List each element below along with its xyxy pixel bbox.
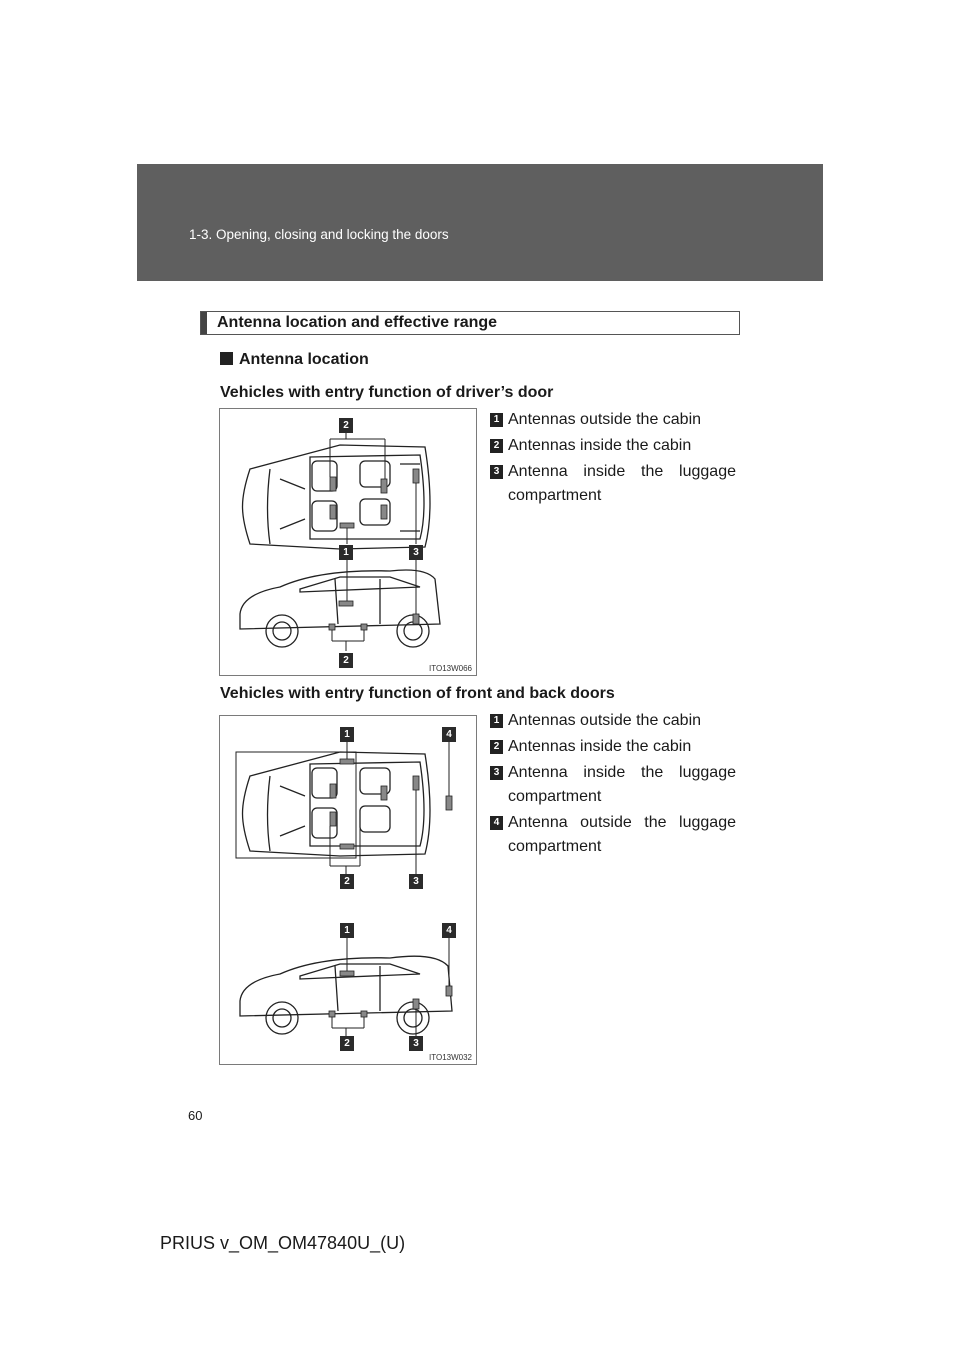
legend-number: 2 [490, 740, 503, 754]
callout-3-side: 3 [409, 1036, 423, 1051]
callout-2-bottom: 2 [339, 653, 353, 668]
legend-number: 3 [490, 766, 503, 780]
figure-driver-door [219, 408, 477, 676]
callout-1-side: 1 [340, 923, 354, 938]
page-number: 60 [188, 1108, 203, 1123]
legend-text: Antennas inside the cabin [508, 738, 692, 755]
callout-4-top: 4 [442, 727, 456, 742]
figure-code: ITO13W032 [429, 1053, 472, 1062]
legend-text: Antennas outside the cabin [508, 712, 702, 729]
legend-item [490, 434, 736, 458]
legend-front-back-doors [490, 709, 736, 861]
subheading-text: Antenna location [239, 351, 369, 368]
section-title: Antenna location and effective range [217, 314, 498, 331]
legend-number: 3 [490, 465, 503, 479]
callout-1: 1 [339, 545, 353, 560]
legend-text: Antenna inside the luggage compartment [508, 463, 736, 504]
legend-number: 2 [490, 439, 503, 453]
header-band [137, 164, 823, 281]
legend-item [490, 709, 736, 733]
square-bullet-icon [220, 352, 233, 365]
legend-driver-door [490, 408, 736, 510]
callout-3: 3 [409, 545, 423, 560]
legend-text: Antennas inside the cabin [508, 437, 692, 454]
legend-item [490, 761, 736, 809]
legend-item [490, 811, 736, 859]
legend-text: Antenna inside the luggage compartment [508, 764, 736, 805]
legend-number: 1 [490, 714, 503, 728]
callout-2-side: 2 [340, 1036, 354, 1051]
figure-front-back-doors [219, 715, 477, 1065]
callout-3-top: 3 [409, 874, 423, 889]
callout-1-top: 1 [340, 727, 354, 742]
variant1-title: Vehicles with entry function of driver’s door [220, 384, 554, 401]
callout-4-side: 4 [442, 923, 456, 938]
figure-code: ITO13W066 [429, 664, 472, 673]
header-section-title: 1-3. Opening, closing and locking the doors [189, 227, 449, 242]
legend-item [490, 735, 736, 759]
callout-2-top: 2 [340, 874, 354, 889]
variant2-title: Vehicles with entry function of front and back doors [220, 685, 615, 702]
footer-doc-code: PRIUS v_OM_OM47840U_(U) [160, 1233, 406, 1253]
car-diagram-front-back-doors [220, 716, 476, 1064]
car-diagram-driver-door [220, 409, 476, 675]
legend-item [490, 460, 736, 508]
subheading [220, 351, 369, 369]
section-title-box [200, 311, 740, 335]
legend-text: Antennas outside the cabin [508, 411, 702, 428]
callout-2-top: 2 [339, 418, 353, 433]
legend-item [490, 408, 736, 432]
legend-number: 4 [490, 816, 503, 830]
legend-text: Antenna outside the luggage compartment [508, 814, 736, 855]
legend-number: 1 [490, 413, 503, 427]
